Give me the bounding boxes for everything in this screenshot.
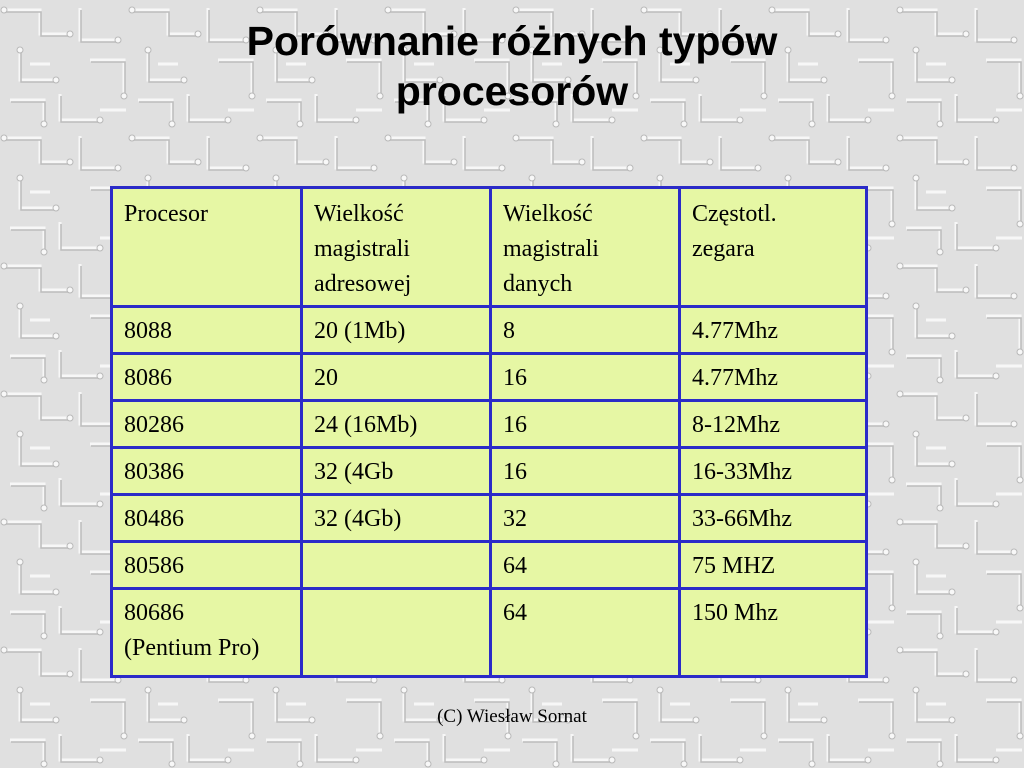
table-row [112,542,867,589]
cell-data-bus: 64 [491,589,680,677]
header-data-bus-line-1: Wielkość [503,201,593,227]
cell-data-bus: 8 [491,307,680,354]
cell-clock: 4.77Mhz [680,354,867,401]
header-clock-line-2: zegara [692,236,755,262]
table-row [112,307,867,354]
cell-clock: 33-66Mhz [680,495,867,542]
table-header-row [112,188,867,307]
cell-clock: 4.77Mhz [680,307,867,354]
header-processor-text: Procesor [124,201,208,227]
cell-address-bus: 20 [302,354,491,401]
cell-processor: 80586 [112,542,302,589]
header-address-bus-line-3: adresowej [314,271,412,297]
cell-processor: 80486 [112,495,302,542]
cell-data-bus: 64 [491,542,680,589]
copyright-footer: (C) Wiesław Sornat [437,706,587,727]
cell-processor: 80286 [112,401,302,448]
header-data-bus-line-2: magistrali [503,236,599,262]
table-row [112,495,867,542]
header-address-bus-line-1: Wielkość [314,201,404,227]
cell-clock: 8-12Mhz [680,401,867,448]
cell-processor-name: 80686 [124,600,184,626]
table-row [112,401,867,448]
header-cell-processor [112,188,302,307]
cell-address-bus: 32 (4Gb [302,448,491,495]
cell-address-bus: 24 (16Mb) [302,401,491,448]
slide-title-line-1: Porównanie różnych typów [246,18,778,64]
table-row [112,589,867,677]
cell-processor: 8088 [112,307,302,354]
cell-data-bus: 32 [491,495,680,542]
header-clock-line-1: Częstotl. [692,201,777,227]
cell-address-bus [302,589,491,677]
cell-data-bus: 16 [491,401,680,448]
table-row [112,354,867,401]
slide-title [0,16,1024,116]
cell-address-bus: 20 (1Mb) [302,307,491,354]
cell-clock: 150 Mhz [680,589,867,677]
cell-data-bus: 16 [491,448,680,495]
cell-address-bus [302,542,491,589]
slide-title-line-2: procesorów [395,68,629,114]
cell-data-bus: 16 [491,354,680,401]
cell-processor [112,589,302,677]
cell-processor: 8086 [112,354,302,401]
header-cell-clock [680,188,867,307]
cell-processor-note: (Pentium Pro) [124,635,260,661]
cell-clock: 16-33Mhz [680,448,867,495]
cell-clock: 75 MHZ [680,542,867,589]
header-cell-address-bus [302,188,491,307]
header-cell-data-bus [491,188,680,307]
cell-address-bus: 32 (4Gb) [302,495,491,542]
header-data-bus-line-3: danych [503,271,573,297]
processor-comparison-table [110,186,868,678]
table-row [112,448,867,495]
header-address-bus-line-2: magistrali [314,236,410,262]
cell-processor: 80386 [112,448,302,495]
